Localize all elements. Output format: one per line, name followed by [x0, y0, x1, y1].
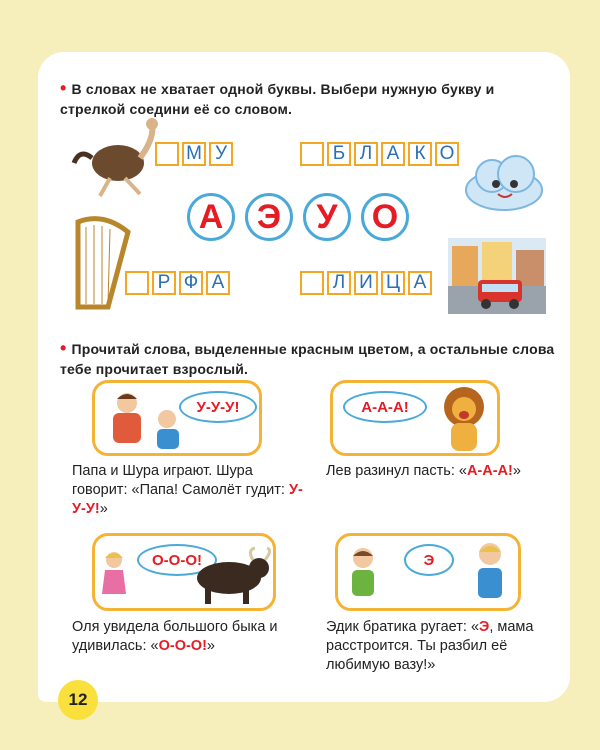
caption-card-2: Лев разинул пасть: «А-А-А!» — [326, 463, 521, 479]
letter-cell: К — [408, 142, 432, 166]
card-lion — [330, 380, 500, 456]
letter-choices — [187, 193, 409, 241]
letter-cell: Ц — [381, 271, 405, 295]
task-1-instruction — [60, 78, 560, 119]
task-2-text: Прочитай слова, выделенные красным цветом, а остальные слова тебе прочитает взрослый. — [60, 341, 555, 377]
letter-cell: А — [408, 271, 432, 295]
letter-choice-u[interactable]: У — [303, 193, 351, 241]
word-street — [300, 271, 432, 295]
letter-cell: Ф — [179, 271, 203, 295]
letter-cell: Р — [152, 271, 176, 295]
street-image — [448, 238, 546, 314]
speech-bubble: Э — [404, 544, 454, 576]
letter-cell-empty[interactable] — [155, 142, 179, 166]
dad-and-son-image — [101, 389, 191, 453]
letter-choice-e[interactable]: Э — [245, 193, 293, 241]
speech-bubble: А-А-А! — [343, 391, 427, 423]
bull-image — [185, 544, 275, 608]
letter-cell: И — [354, 271, 378, 295]
page-number: 12 — [58, 680, 98, 720]
card-edik — [335, 533, 521, 611]
card-dad-shura — [92, 380, 262, 456]
letter-cell: М — [182, 142, 206, 166]
speech-bubble: О-О-О! — [137, 544, 217, 576]
girl-image — [99, 550, 129, 606]
letter-cell: А — [381, 142, 405, 166]
caption-card-1: Папа и Шура играют. Шура говорит: «Папа! Самолёт гудит: У-У-У!» — [72, 463, 303, 517]
letter-choice-a[interactable]: А — [187, 193, 235, 241]
card-olya-bull — [92, 533, 276, 611]
letter-cell: Л — [327, 271, 351, 295]
letter-cell: А — [206, 271, 230, 295]
letter-choice-o[interactable]: О — [361, 193, 409, 241]
caption-card-4: Эдик братика ругает: «Э, мама расстроится. Ты разбил её любимую вазу!» — [326, 619, 534, 673]
letter-cell-empty[interactable] — [300, 142, 324, 166]
letter-cell-empty[interactable] — [300, 271, 324, 295]
word-harp — [125, 271, 230, 295]
boy-big-image — [462, 540, 518, 608]
bullet-icon: • — [60, 78, 67, 98]
word-cloud — [300, 142, 459, 166]
task-1-text: В словах не хватает одной буквы. Выбери нужную букву и стрелкой соедини её со словом. — [60, 81, 495, 117]
boy-small-image — [344, 546, 382, 608]
harp-image — [68, 212, 138, 312]
word-ostrich — [155, 142, 233, 166]
speech-bubble: У-У-У! — [179, 391, 257, 423]
caption-card-3: Оля увидела большого быка и удивилась: «О-О-О!» — [72, 619, 278, 654]
lion-image — [431, 385, 497, 457]
letter-cell: Б — [327, 142, 351, 166]
letter-cell-empty[interactable] — [125, 271, 149, 295]
letter-cell: О — [435, 142, 459, 166]
cloud-image — [462, 152, 546, 214]
bullet-icon: • — [60, 338, 67, 358]
letter-cell: Л — [354, 142, 378, 166]
task-2-instruction — [60, 338, 560, 379]
letter-cell: У — [209, 142, 233, 166]
